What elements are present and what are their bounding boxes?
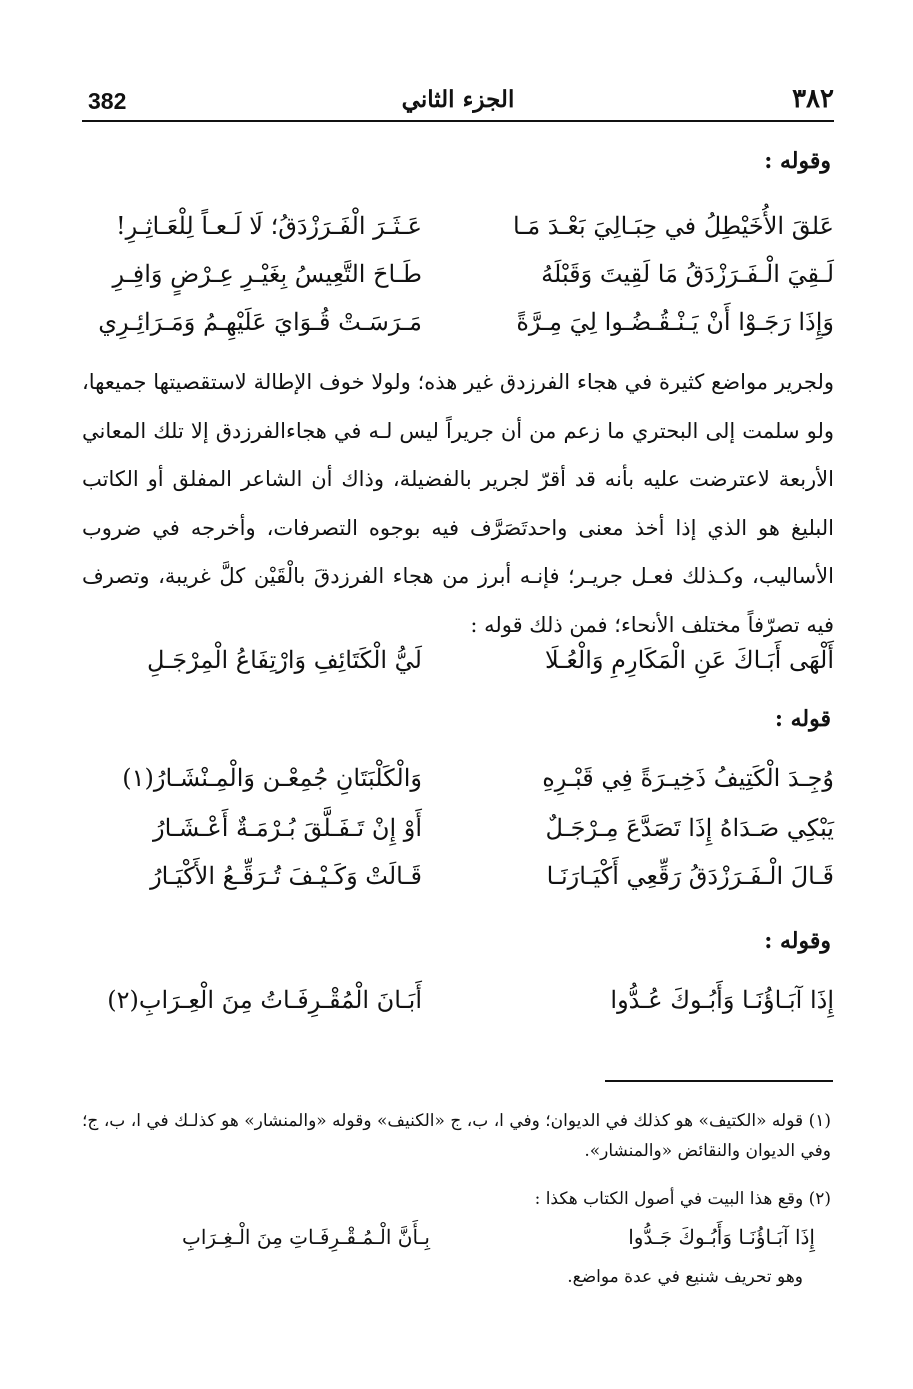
poem-verse [82, 260, 834, 304]
second-hemistich: عَـثَـرَ الْفَـرَزْدَقُ؛ لَا لَـعـاً لِلْعَـاثِـرِ! [115, 212, 422, 240]
first-hemistich: قَـالَ الْـفَـرَزْدَقُ رَقِّعِي أَكْيَـارَنَـا [546, 862, 834, 890]
poem-verse [82, 862, 834, 906]
intro-label: وقوله : [764, 928, 831, 954]
first-hemistich: إِذَا آبَـاؤُنَـا وَأَبُـوكَ جَـدُّوا [628, 1225, 815, 1249]
poem-verse [82, 814, 834, 858]
first-hemistich: إِذَا آبَـاؤُنَـا وَأَبُـوكَ عُـدُّوا [610, 986, 834, 1014]
footnote-2-note: وهو تحريف شنيع في عدة مواضع. [567, 1267, 803, 1287]
second-hemistich: لَيُّ الْكَتَائِفِ وَارْتِفَاعُ الْمِرْجَـلِ [147, 646, 422, 674]
poem-verse [82, 986, 834, 1030]
footnote-2: (٢) وقع هذا البيت في أصول الكتاب هكذا : [534, 1189, 831, 1209]
poem-verse [82, 646, 834, 690]
poem-verse [82, 308, 834, 352]
second-hemistich: أَبَـانَ الْمُقْـرِفَـاتُ مِنَ الْعِـرَابِ(٢) [107, 986, 422, 1014]
intro-label: قوله : [774, 706, 831, 732]
first-hemistich: وُجِـدَ الْكَتِيفُ ذَخِيـرَةً فِي قَبْـرِهِ [542, 764, 834, 792]
running-title: الجزء الثاني [401, 86, 515, 113]
second-hemistich: وَالْكَلْبَتَانِ جُمِعْـن وَالْمِـنْشَـارُ(١) [122, 764, 422, 792]
poem-verse [82, 212, 834, 256]
second-hemistich: طَـاحَ التَّعِيسُ بِغَيْـرِ عِـرْضٍ وَافِـرِ [112, 260, 422, 288]
footnote-separator [605, 1080, 833, 1082]
first-hemistich: أَلْهَى أَبَـاكَ عَنِ الْمَكَارِمِ وَالْعُـلَا [545, 646, 834, 674]
page-header [82, 78, 834, 122]
body-paragraph: ولجرير مواضع كثيرة في هجاء الفرزدق غير هذه؛ ولولا خوف الإطالة لاستقصيتها جميعها، ولو سلمت إلى البحتري ما زعم من أن جريراً ليس لـه في هجاءالفرزدق إلا تلك المعاني الأربعة لاعترضت عليه بأنه قد أقرّ لجرير بالفضيلة، وذاك أن الشاعر المفلق أو الكاتب البليغ هو الذي إذا أخذ معنى واحدتَصَرَّف فيه بوجوه التصرفات، وأخرجه في ضروب الأساليب، وكـذلك فعـل جريـر؛ فإنـه أبرز من هجاء الفرزدقَ بالْقَيْن كلَّ غريبة، وتصرف فيه تصرّفاً مختلف الأنحاء؛ فمن ذلك قوله : [82, 370, 834, 637]
second-hemistich: أَوْ إِنْ تَـفَـلَّقَ بُـرْمَـةٌ أَعْـشَـارُ [153, 814, 422, 842]
second-hemistich: بِـأَنَّ الْـمُـقْـرِفَـاتِ مِنَ الْـغِـرَابِ [182, 1225, 430, 1249]
page-number-latin: 382 [88, 88, 127, 114]
poem-verse [82, 764, 834, 808]
intro-label: وقوله : [764, 148, 831, 174]
page-number-arabic: ٣٨٢ [792, 84, 834, 114]
second-hemistich: مَـرَسَـتْ قُـوَايَ عَلَيْهِـمُ وَمَـرَائِـرِي [98, 308, 422, 336]
footnote-verse [100, 1225, 815, 1259]
footnote-1: (١) قوله «الكتيف» هو كذلك في الديوان؛ وفي ا، ب، ج «الكنيف» وقوله «والمنشار» هو كذلـك في ا، ب، ج؛ وفي الديوان والنقائض «والمنشار». [82, 1111, 831, 1161]
first-hemistich: لَـقِيَ الْـفَـرَزْدَقُ مَا لَقِيتَ وَقَبْلَهُ [541, 260, 834, 288]
first-hemistich: وَإِذَا رَجَـوْا أَنْ يَـنْـقُـضُـوا لِيَ مِـرَّةً [516, 308, 834, 336]
first-hemistich: يَبْكِي صَـدَاهُ إِذَا تَصَدَّعَ مِـرْجَـلٌ [545, 814, 834, 842]
first-hemistich: عَلقَ الأُخَيْطِلُ في حِبَـالِيَ بَعْـدَ مَـا [512, 212, 834, 240]
second-hemistich: قَـالَتْ وَكَـيْـفَ تُـرَقِّـعُ الأَكْيَـارُ [150, 862, 422, 890]
